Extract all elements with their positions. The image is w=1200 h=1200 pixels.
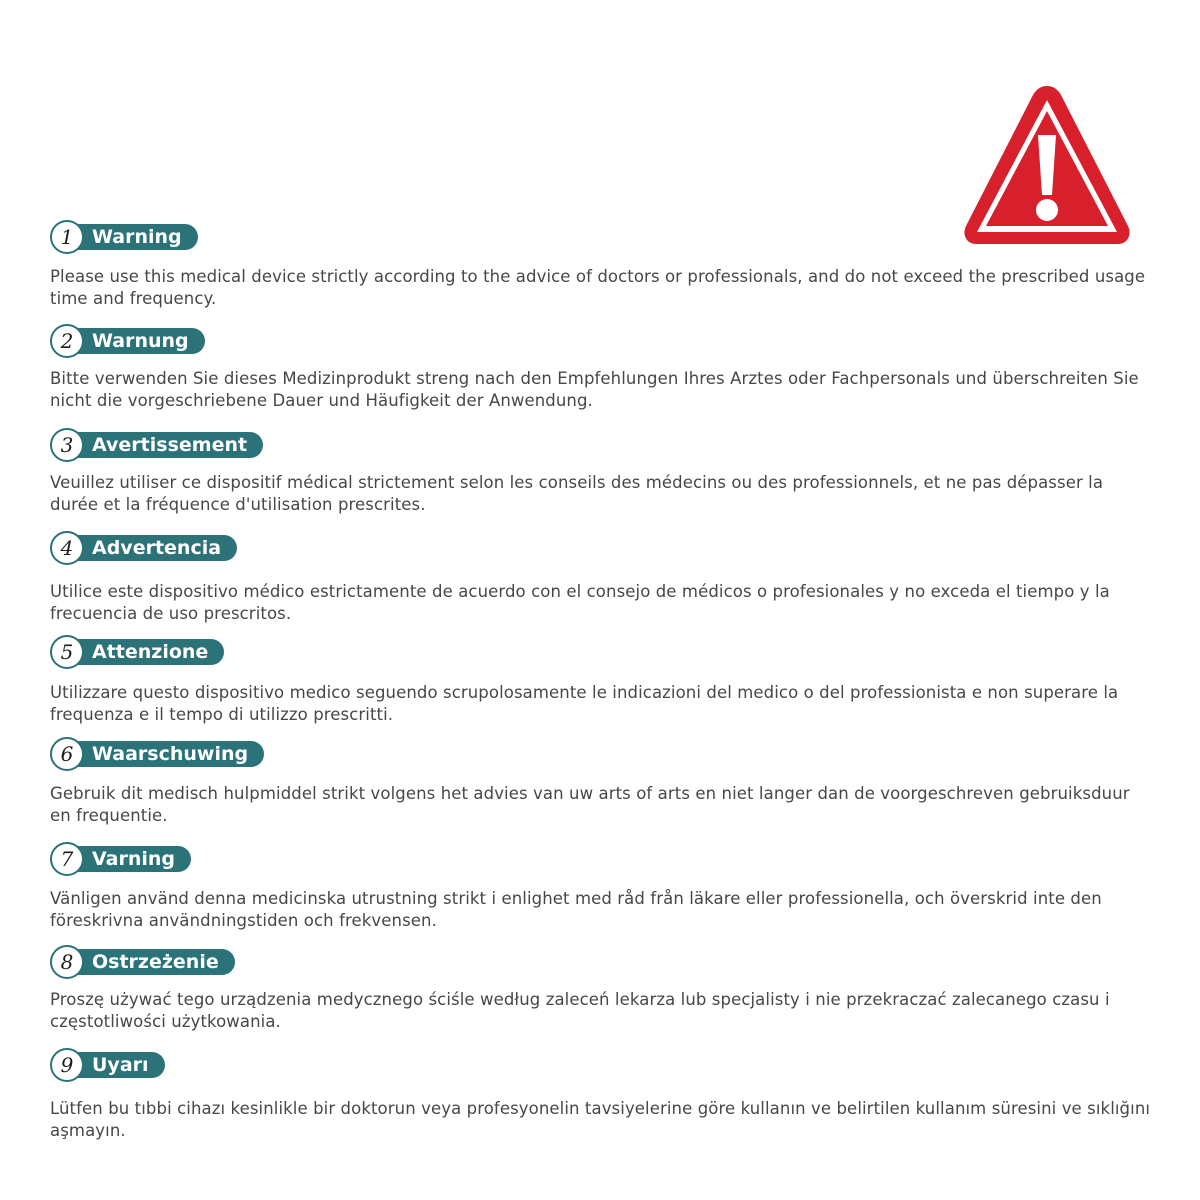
- section-title: Warnung: [62, 328, 205, 354]
- section-number: 3: [50, 428, 84, 462]
- section-text: Gebruik dit medisch hulpmiddel strikt volgens het advies van uw arts of arts en niet langer dan de voorgeschreven gebruiksduur en frequentie.: [50, 784, 1130, 825]
- section-number: 2: [50, 324, 84, 358]
- section-text: Proszę używać tego urządzenia medycznego ściśle według zaleceń lekarza lub specjalisty i nie przekraczać zalecanego czasu i częstotliwości użytkowania.: [50, 990, 1110, 1031]
- section-number: 4: [50, 531, 84, 565]
- section-number: 8: [50, 945, 84, 979]
- section-title: Avertissement: [62, 432, 263, 458]
- warning-section-1: [50, 220, 1155, 310]
- warning-section-7: [50, 842, 1155, 932]
- section-number: 5: [50, 635, 84, 669]
- section-text: Lütfen bu tıbbi cihazı kesinlikle bir doktorun veya profesyonelin tavsiyelerine göre kullanın ve belirtilen kullanım süresini ve sıklığını aşmayın.: [50, 1099, 1151, 1140]
- section-number: 7: [50, 842, 84, 876]
- section-text: Bitte verwenden Sie dieses Medizinprodukt streng nach den Empfehlungen Ihres Arztes oder Fachpersonals und überschreiten Sie nicht die vorgeschriebene Dauer und Häufigkeit der Anwendung.: [50, 369, 1139, 410]
- section-title: Ostrzeżenie: [62, 949, 235, 975]
- warning-section-9: [50, 1048, 1155, 1142]
- section-title: Warning: [62, 224, 198, 250]
- warning-section-8: [50, 945, 1155, 1033]
- warning-section-6: [50, 737, 1155, 827]
- section-number: 9: [50, 1048, 84, 1082]
- section-title: Advertencia: [62, 535, 237, 561]
- section-title: Attenzione: [62, 639, 224, 665]
- section-title: Varning: [62, 846, 191, 872]
- warning-section-3: [50, 428, 1155, 516]
- warning-section-2: [50, 324, 1155, 412]
- section-number: 6: [50, 737, 84, 771]
- warning-section-4: [50, 531, 1155, 625]
- section-text: Utilizzare questo dispositivo medico seguendo scrupolosamente le indicazioni del medico o del professionista e non superare la frequenza e il tempo di utilizzo prescritti.: [50, 683, 1119, 724]
- warning-section-5: [50, 635, 1155, 726]
- section-number: 1: [50, 220, 84, 254]
- section-text: Utilice este dispositivo médico estrictamente de acuerdo con el consejo de médicos o profesionales y no exceda el tiempo y la frecuencia de uso prescritos.: [50, 582, 1110, 623]
- section-title: Waarschuwing: [62, 741, 264, 767]
- section-title: Uyarı: [62, 1052, 165, 1078]
- section-text: Veuillez utiliser ce dispositif médical strictement selon les conseils des médecins ou des professionnels, et ne pas dépasser la durée et la fréquence d'utilisation prescrites.: [50, 473, 1104, 514]
- section-text: Please use this medical device strictly according to the advice of doctors or professionals, and do not exceed the prescribed usage time and frequency.: [50, 267, 1146, 308]
- section-text: Vänligen använd denna medicinska utrustning strikt i enlighet med råd från läkare eller professionella, och överskrid inte den föreskrivna användningstiden och frekvensen.: [50, 889, 1102, 930]
